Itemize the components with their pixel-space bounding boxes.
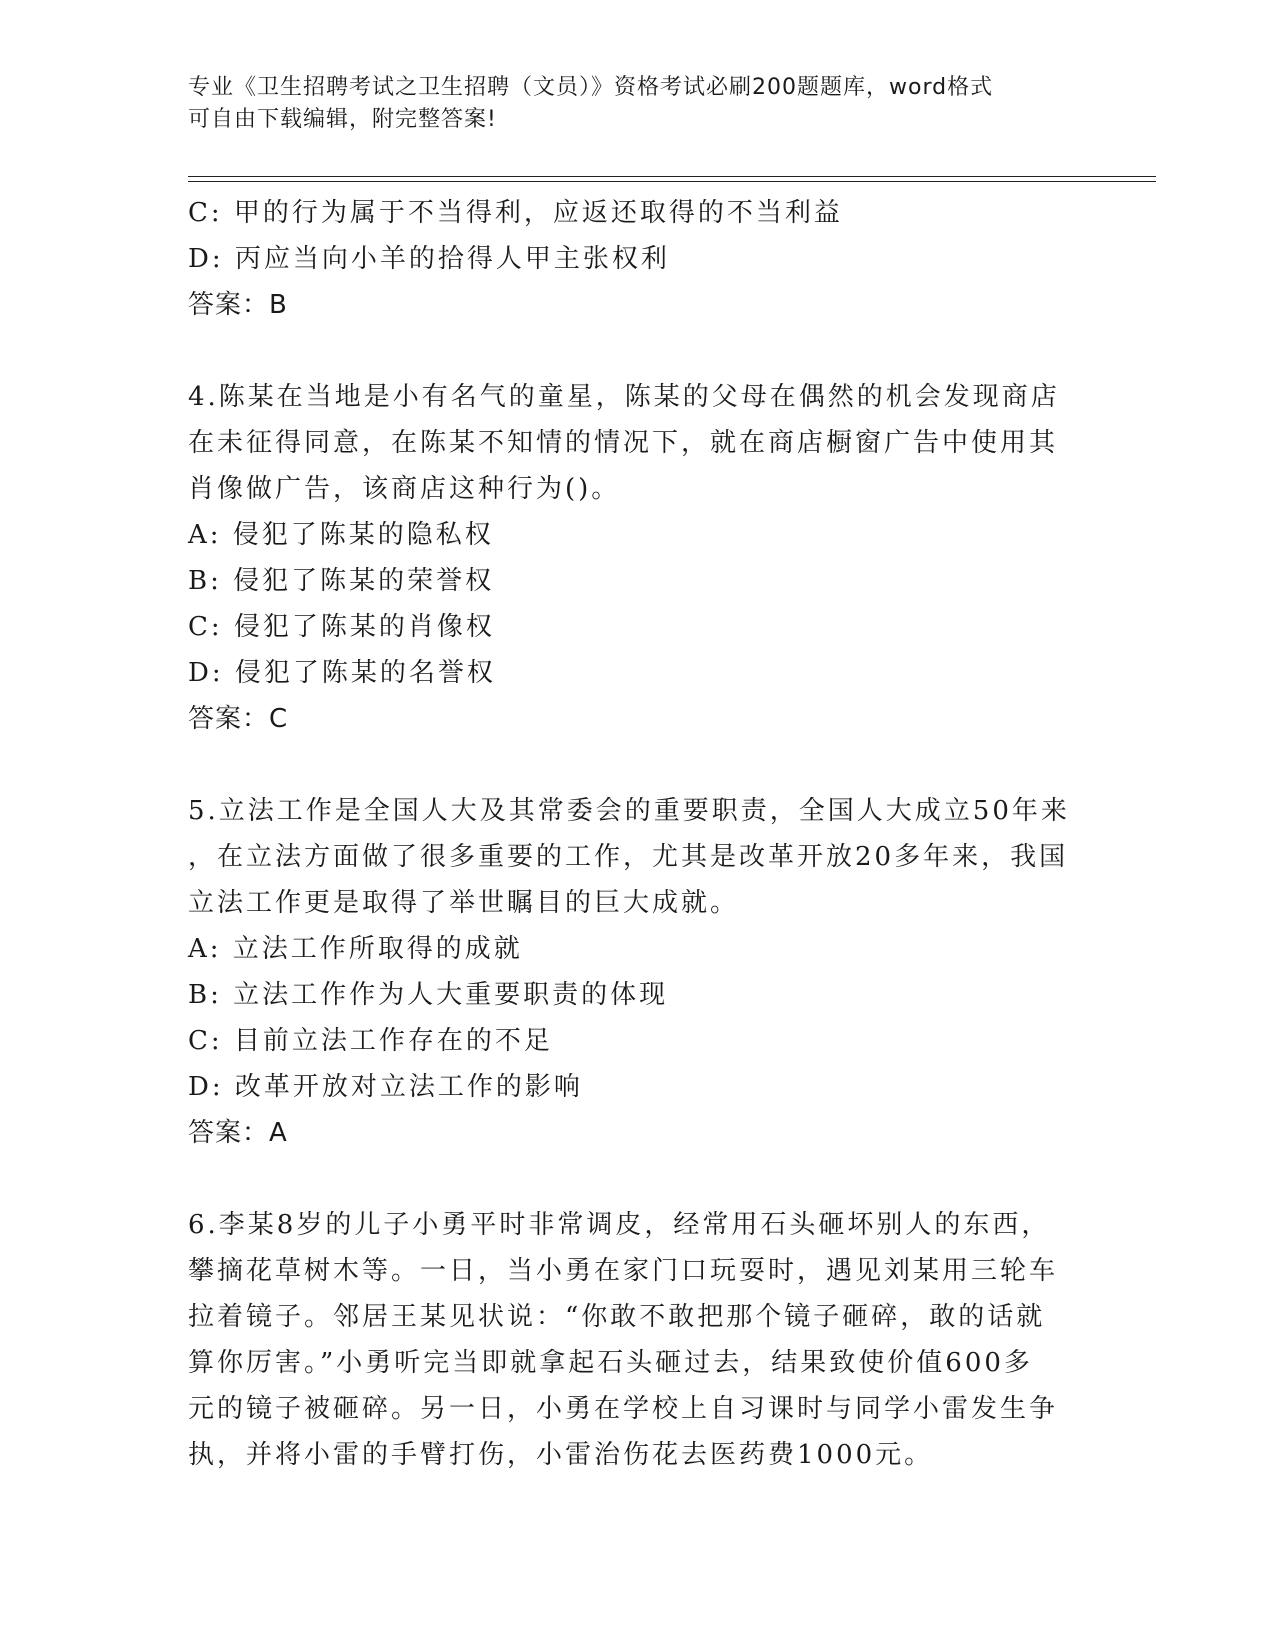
question-stem-line: 拉着镜子。邻居王某见状说：“你敢不敢把那个镜子砸碎，敢的话就 xyxy=(188,1302,1046,1332)
header-line-1: 专业《卫生招聘考试之卫生招聘（文员）》资格考试必刷200题题库，word格式 xyxy=(188,75,994,100)
option-a: A: 立法工作所取得的成就 xyxy=(188,934,523,964)
question-5 xyxy=(188,788,1088,1156)
answer: 答案：B xyxy=(188,290,288,320)
question-stem-line: 执，并将小雷的手臂打伤，小雷治伤花去医药费1000元。 xyxy=(188,1440,934,1470)
option-d: D: 丙应当向小羊的拾得人甲主张权利 xyxy=(188,244,670,274)
option-b: B: 侵犯了陈某的荣誉权 xyxy=(188,566,495,596)
option-a: A: 侵犯了陈某的隐私权 xyxy=(188,520,494,550)
question-stem-line: ，在立法方面做了很多重要的工作，尤其是改革开放20多年来，我国 xyxy=(188,842,1069,872)
question-stem-line: 元的镜子被砸碎。另一日，小勇在学校上自习课时与同学小雷发生争 xyxy=(188,1394,1059,1424)
option-d: D: 改革开放对立法工作的影响 xyxy=(188,1072,583,1102)
header-divider-top xyxy=(188,176,1156,177)
question-stem-line: 肖像做广告，该商店这种行为()。 xyxy=(188,474,621,504)
option-b: B: 立法工作作为人大重要职责的体现 xyxy=(188,980,669,1010)
question-stem-line: 6.李某8岁的儿子小勇平时非常调皮，经常用石头砸坏别人的东西， xyxy=(188,1210,1051,1240)
question-3-tail xyxy=(188,190,1088,328)
option-c: C: 侵犯了陈某的肖像权 xyxy=(188,612,495,642)
question-4 xyxy=(188,374,1088,742)
question-stem-line: 4.陈某在当地是小有名气的童星，陈某的父母在偶然的机会发现商店 xyxy=(188,382,1060,412)
header-divider-bottom xyxy=(188,181,1156,182)
option-d: D: 侵犯了陈某的名誉权 xyxy=(188,658,496,688)
question-stem-line: 在未征得同意，在陈某不知情的情况下，就在商店橱窗广告中使用其 xyxy=(188,428,1059,458)
question-stem-line: 算你厉害。”小勇听完当即就拿起石头砸过去，结果致使价值600多 xyxy=(188,1348,1033,1378)
answer: 答案：A xyxy=(188,1118,288,1148)
answer: 答案：C xyxy=(188,704,289,734)
header-line-2: 可自由下载编辑，附完整答案! xyxy=(188,107,497,132)
option-c: C: 目前立法工作存在的不足 xyxy=(188,1026,553,1056)
document-body xyxy=(188,190,1088,1478)
question-stem-line: 攀摘花草树木等。一日，当小勇在家门口玩耍时，遇见刘某用三轮车 xyxy=(188,1256,1059,1286)
option-c: C: 甲的行为属于不当得利，应返还取得的不当利益 xyxy=(188,198,843,228)
question-stem-line: 立法工作更是取得了举世瞩目的巨大成就。 xyxy=(188,888,740,918)
question-stem-line: 5.立法工作是全国人大及其常委会的重要职责，全国人大成立50年来 xyxy=(188,796,1070,826)
document-header xyxy=(188,72,1088,136)
question-6 xyxy=(188,1202,1088,1478)
